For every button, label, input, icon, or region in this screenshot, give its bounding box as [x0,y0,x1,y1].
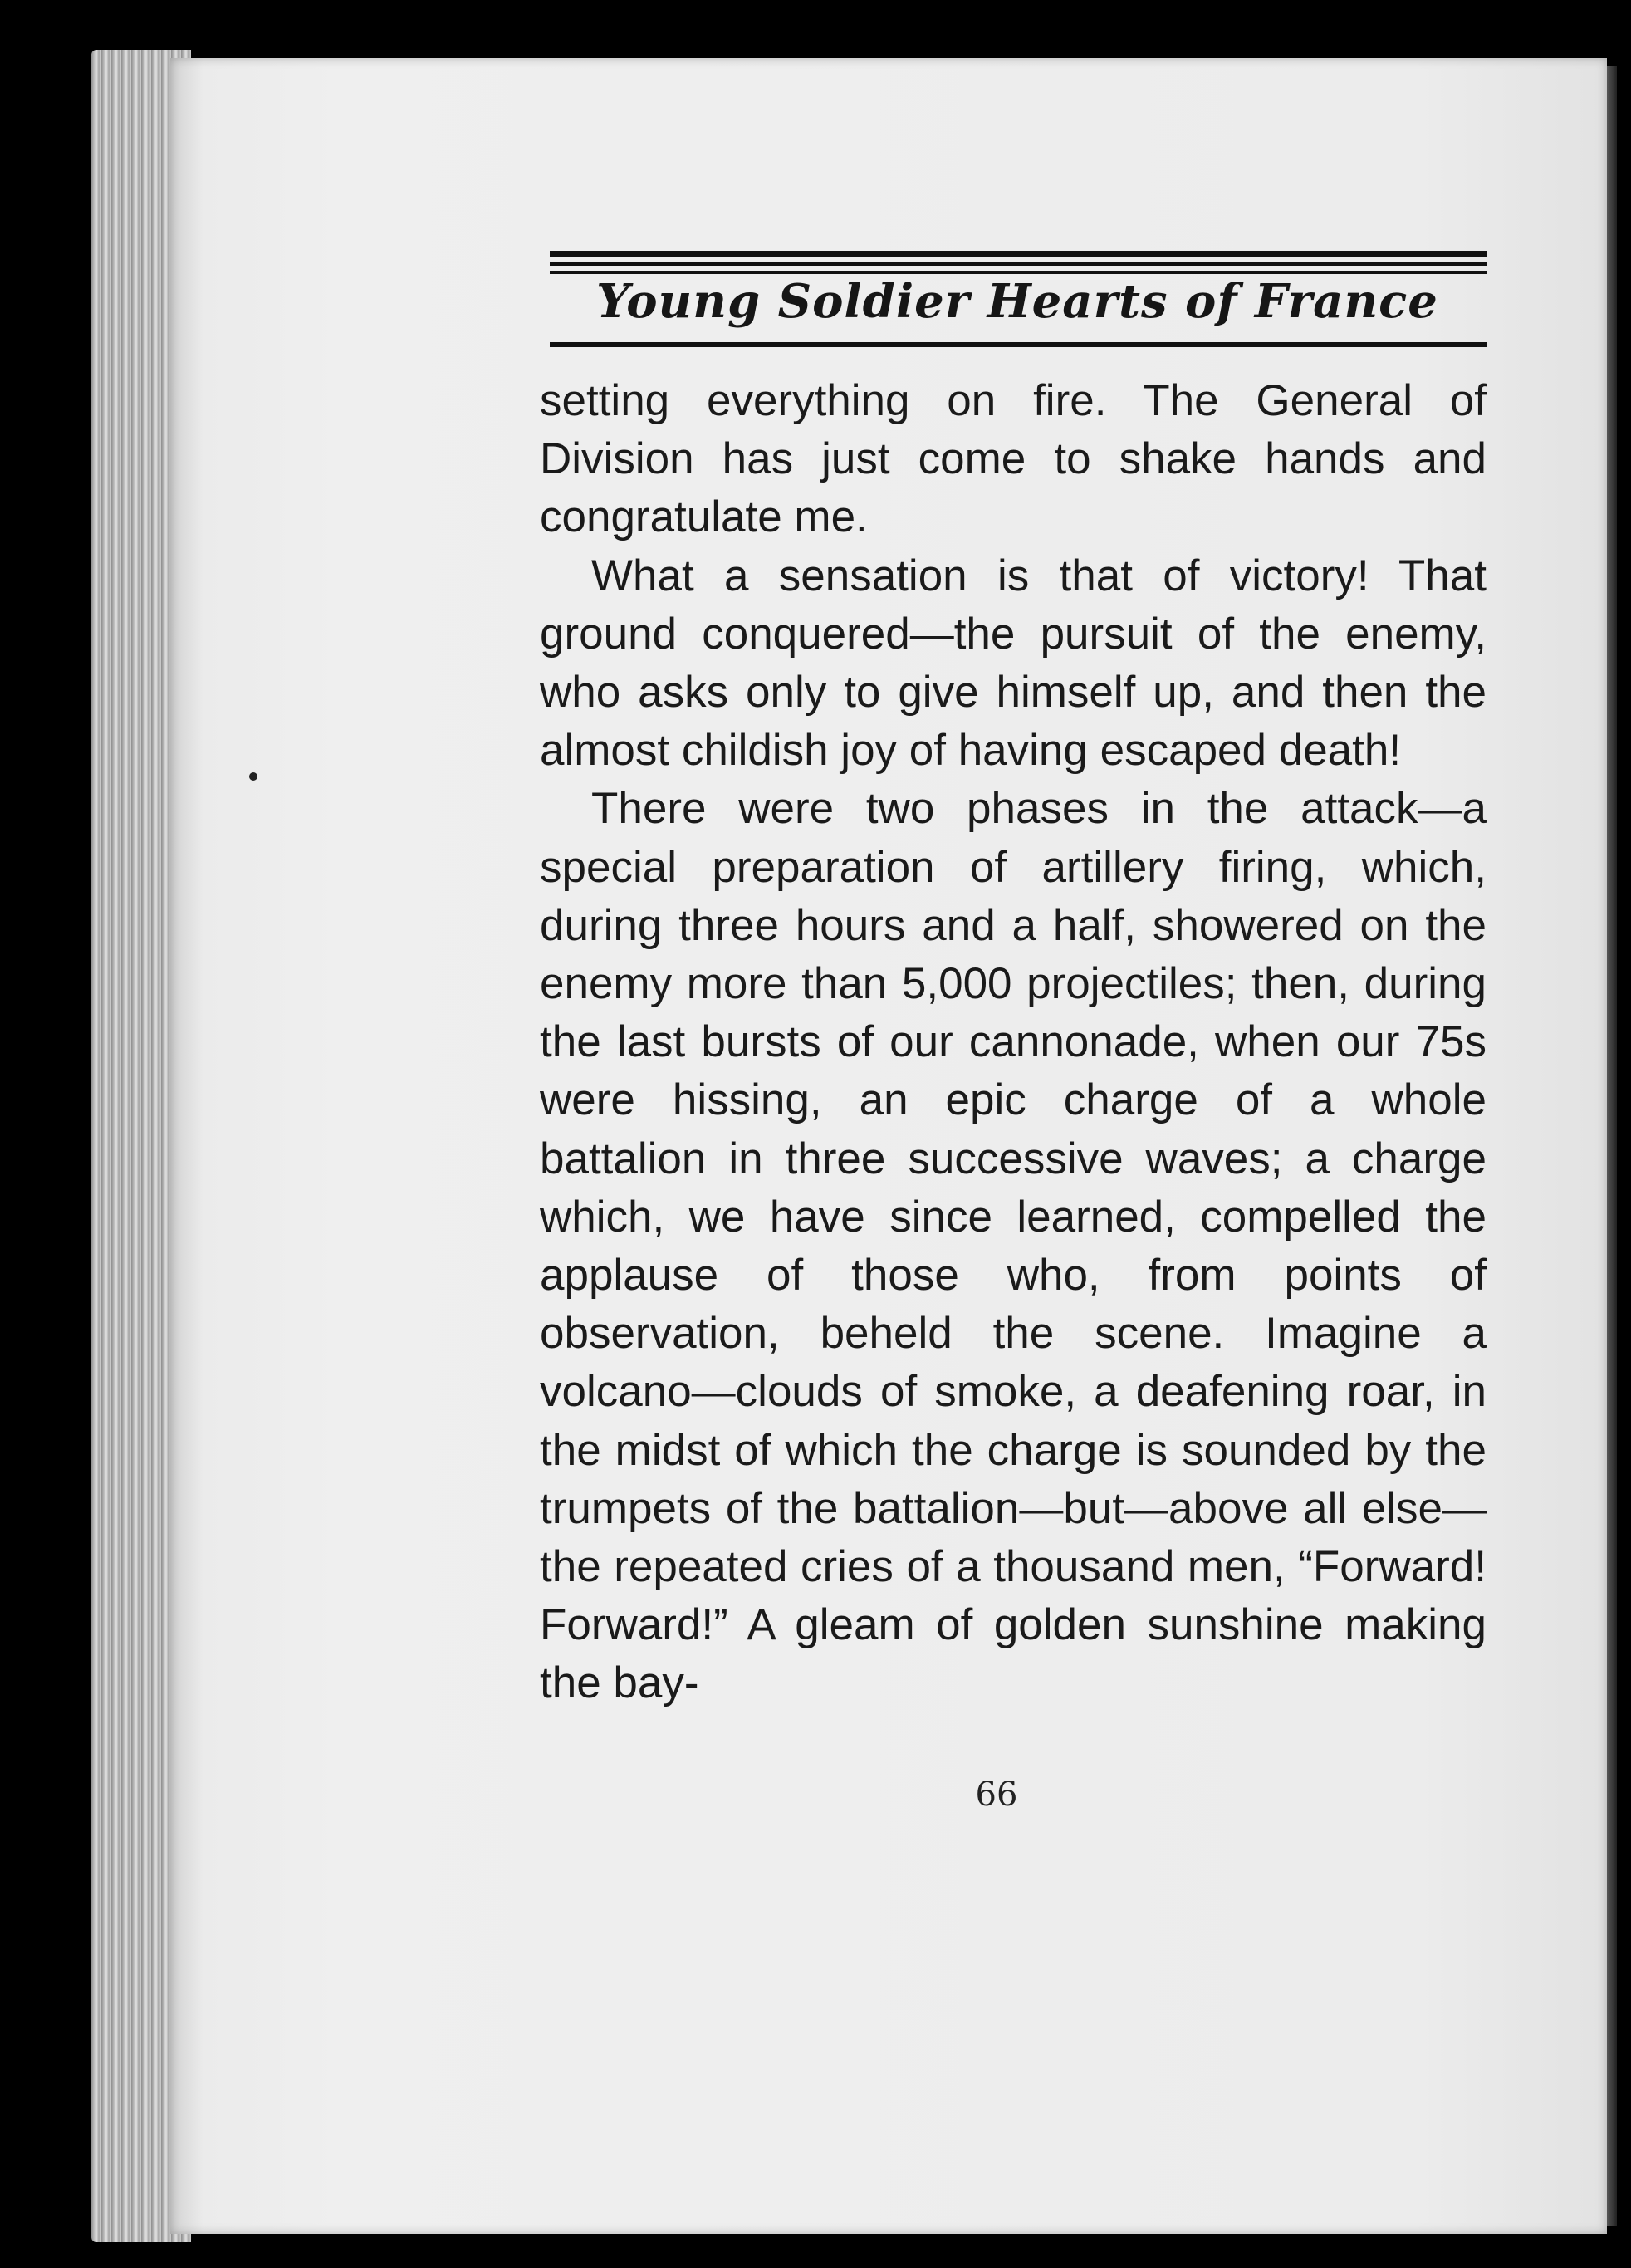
header-rule-top-thick [550,251,1487,257]
margin-speck [249,772,257,781]
page-number: 66 [975,1776,1018,1814]
paragraph-victory: What a sensation is that of victory! That ground conquered—the pursuit of the enemy, who asks only to give himself up, and then the almost childish joy of having escaped death! [540,551,1487,776]
header-rule-bottom [550,342,1487,347]
paragraph-continued: setting everything on fire. The General of Division has just come to shake hands and congratulate me. [540,376,1487,542]
paragraph-attack-phases: There were two phases in the attack—a special preparation of artillery firing, which, during three hours and a half, showered on the enemy more than 5,000 projectiles; then, during the last bursts of our cannonade, when our 75s were hissing, an epic charge of a whole battalion in three successive waves; a charge which, we have since learned, compelled the applause of those who, from points of observation, beheld the scene. Imagine a volcano—clouds of smoke, a deafening roar, in the midst of which the charge is sounded by the trumpets of the battalion—but—above all else—the repeated cries of a thousand men, “Forward! Forward!” A gleam of golden sunshine making the bay- [540,784,1487,1708]
page-body-text [540,372,1487,1713]
running-head-title: Young Soldier Hearts of France [596,274,1438,329]
page-right-edge [1607,66,1617,2226]
